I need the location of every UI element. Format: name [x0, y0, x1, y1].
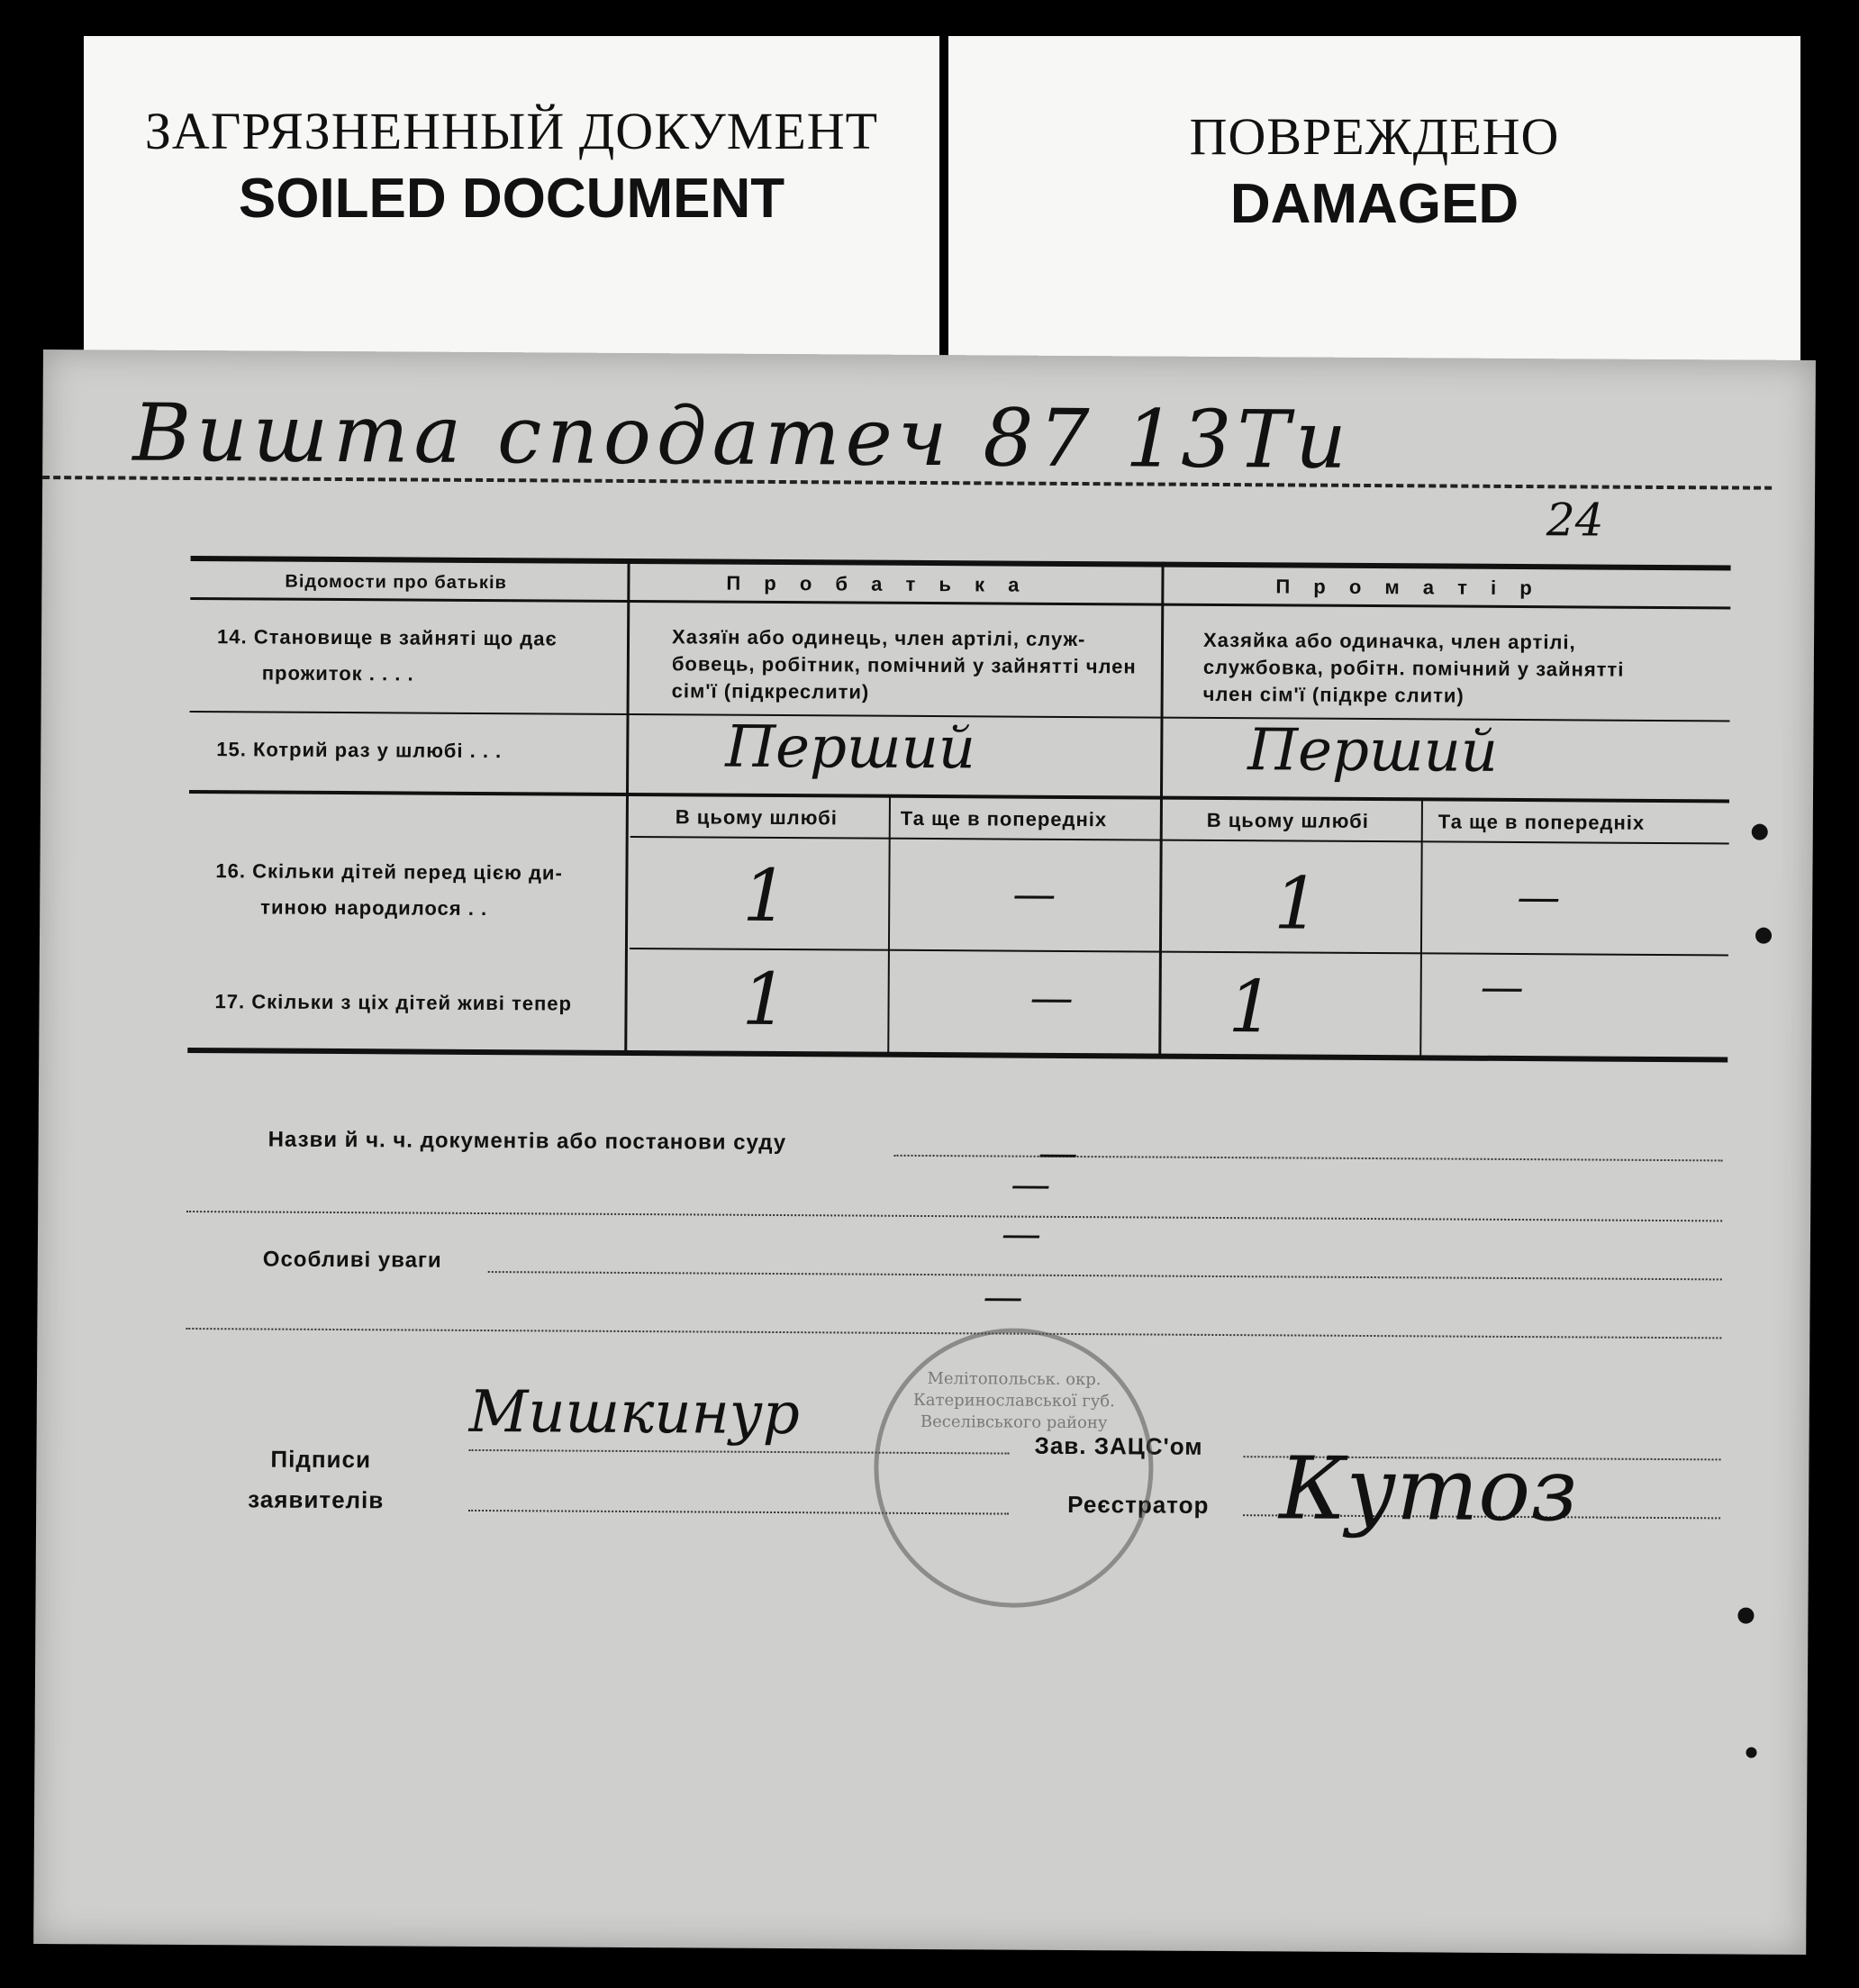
header-parents-info: Відомости про батьків [285, 571, 507, 594]
signatures-label-b: заявителів [248, 1485, 385, 1514]
row14-label-b: прожиток . . . . [261, 661, 414, 685]
col-divider-1 [624, 558, 630, 1054]
subheader-line [630, 836, 1729, 844]
official-stamp [873, 1328, 1154, 1609]
row17-label: 17. Скільки з ціх дітей живі тепер [214, 990, 573, 1015]
father-this-marriage-header: В цьому шлюбі [675, 805, 838, 830]
table-bottom-border [187, 1048, 1728, 1062]
row15-line [189, 790, 1729, 803]
col-divider-2 [1158, 562, 1164, 1058]
documents-dotline-2 [186, 1211, 1722, 1221]
signatures-label-a: Підписи [270, 1445, 372, 1474]
punch-hole [1752, 824, 1768, 840]
registration-form-sheet [33, 349, 1816, 1955]
damaged-label-en: DAMAGED [1229, 173, 1519, 235]
remarks-dash: — [983, 1274, 1023, 1321]
father-previous-alive: — [1029, 972, 1074, 1023]
row14-label-a: 14. Становище в зайняті що дає [216, 625, 558, 650]
registrar-label: Реєстратор [1067, 1490, 1210, 1519]
header-father: П р о б а т ь к а [726, 571, 1029, 596]
documents-dotline-1 [894, 1155, 1723, 1162]
father-children-born: 1 [742, 853, 789, 939]
row14-father-text: Хазяїн або одинець, член артілі, служ-бовець, робітник, помічний у зайнятті член сім'ї (підкреслити) [671, 625, 1137, 704]
row15-label: 15. Котрий раз у шлюбі . . . [216, 738, 503, 763]
remarks-dotline-1 [488, 1271, 1722, 1280]
applicant-signature: Мишкинур [468, 1378, 801, 1448]
documents-dash-3: — [1001, 1211, 1042, 1257]
mother-children-alive: 1 [1228, 965, 1274, 1049]
remarks-dotline-2 [186, 1328, 1721, 1339]
row14-mother-text: Хазяйка або одиначка, член артілі, службовка, робітн. помічний у зайнятті член сім'ї (підкре слити) [1202, 628, 1625, 707]
father-children-alive: 1 [741, 957, 788, 1042]
mother-children-born: 1 [1273, 861, 1320, 946]
col-divider-father-sub [887, 796, 891, 1056]
mother-marriage-number: Перший [1247, 717, 1499, 785]
registrar-signature: Кутоз [1278, 1438, 1578, 1541]
documents-label: Назви й ч. ч. документів або постанови суду [268, 1127, 787, 1156]
table-top-border [191, 556, 1731, 570]
row16-label-a: 16. Скільки дітей перед цією ди- [215, 859, 563, 885]
punch-hole [1737, 1608, 1754, 1624]
soiled-label-en: SOILED DOCUMENT [238, 168, 785, 230]
mother-previous-born: — [1517, 872, 1561, 923]
punch-hole [1746, 1747, 1756, 1758]
col-divider-mother-sub [1419, 799, 1423, 1058]
top-handwritten-mark: 24 [1546, 494, 1604, 547]
head-zags-label: Зав. ЗАЦС'ом [1034, 1431, 1203, 1460]
documents-dash-2: — [1011, 1161, 1051, 1208]
mother-this-marriage-header: В цьому шлюбі [1206, 808, 1369, 833]
row16-line [630, 948, 1728, 956]
stamp-text: Мелітопольськ. окр. Катеринославської губ. Веселівського району [912, 1369, 1115, 1433]
soiled-label-ru: ЗАГРЯЗНЕННЫЙ ДОКУМЕНТ [144, 102, 879, 160]
damaged-document-card [948, 36, 1800, 378]
punch-hole [1755, 928, 1772, 944]
father-previous-header: Та ще в попередніх [900, 806, 1108, 831]
header-mother: П р о м а т і р [1275, 575, 1541, 600]
mother-previous-header: Та ще в попередніх [1437, 810, 1646, 834]
remarks-label: Особливі уваги [262, 1247, 442, 1273]
father-previous-born: — [1012, 868, 1056, 920]
documents-dash-1: — [1038, 1130, 1078, 1177]
top-handwritten-name: Вишта сподатеч 87 13Ти [132, 386, 1353, 486]
mother-previous-alive: — [1480, 961, 1524, 1013]
soiled-document-card [84, 36, 939, 378]
row16-label-b: тиною народилося . . [260, 895, 488, 921]
damaged-label-ru: ПОВРЕЖДЕНО [1189, 107, 1560, 166]
father-marriage-number: Перший [725, 713, 976, 783]
